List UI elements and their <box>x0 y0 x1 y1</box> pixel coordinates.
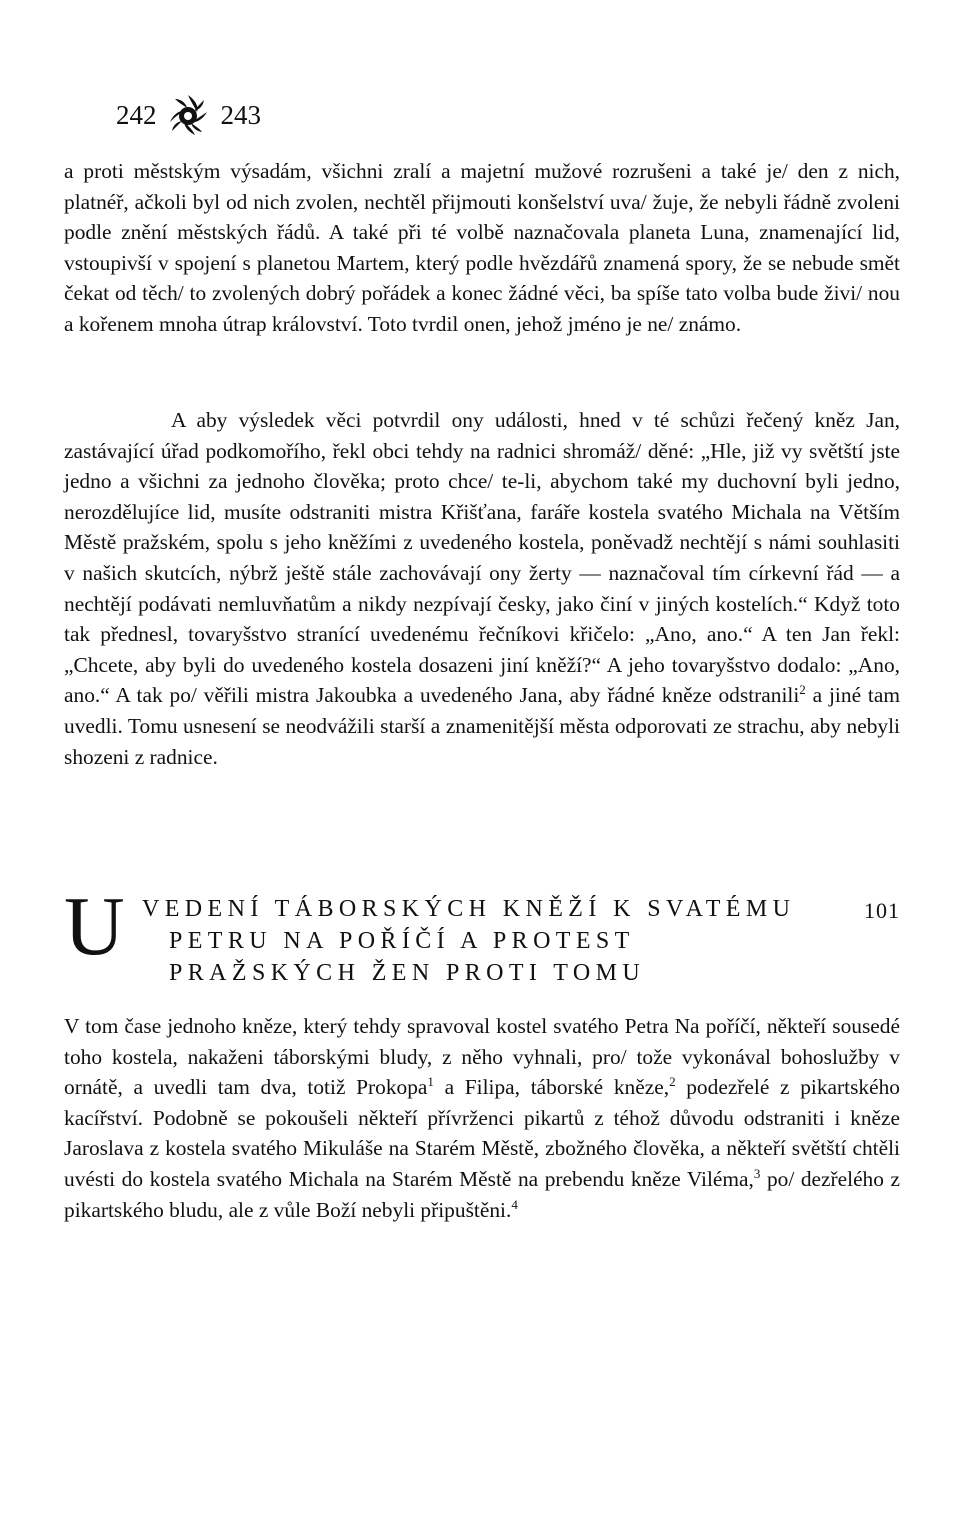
footnote-ref: 2 <box>799 682 806 698</box>
paragraph-third-text-1: V tom čase jednoho kněze, který tehdy spravoval kostel svatého Petra Na poříčí, někteří sousedé toho kostela, nakaženi táborskými bludy, z něho vyhnali, pro/ tože vykonával bohoslužby v ornátě, a uvedli tam dva, totiž Prokopa <box>64 1014 900 1100</box>
page-header <box>116 92 261 138</box>
left-page-number: 242 <box>116 99 157 130</box>
section-title <box>142 893 795 989</box>
paragraph-third-text-2: a Filipa, táborské kněze, <box>433 1075 670 1100</box>
section-title-line-3: PRAŽSKÝCH ŽEN PROTI TOMU <box>169 960 646 986</box>
drop-cap: U <box>64 880 125 973</box>
paragraph-second-text-b: a jiné tam uvedli. Tomu usnesení se neodvážili starší a znamenitější města odporovati ze strachu, aby nebyli shozeni z radnice. <box>64 683 900 769</box>
paragraph-third-text-3: podezřelé z pikartského kacířství. Podobně se pokoušeli někteří přívrženci pikartů z téhož důvodu odstraniti i kněze Jaroslava z kostela svatého Mikuláše na Starém Městě, zbožného člověka, a někteří světští chtěli uvésti do kostela svatého Michala na Starém Městě na prebendu kněze Viléma, <box>64 1075 901 1191</box>
paragraph-second-text-a: A aby výsledek věci potvrdil ony události, hned v té schůzi řečený kněz Jan, zastávající úřad podkomořího, řekl obci tehdy na radnici shromáž/ děné: „Hle, již vy světští jste jedno a všichni za jednoho člověka; proto chce/ te-li, abychom také my duchovní byli jedno, nerozdělujíce lid, musíte odstraniti mistra Křišťana, faráře kostela svatého Michala na Větším Městě pražském, spolu s jeho kněžími z uvedeného kostela, poněvadž nechtějí s námi souhlasiti v našich skutcích, nýbrž ještě stále zachovávají ony žerty — naznačoval tím církevní řád — a nechtějí podávati nemluvňatům a nikdy nezpívají česky, jako činí v jiných kostelích.“ Když toto tak přednesl, tovaryšstvo stranící uvedenému řečníkovi křičelo: „Ano, ano.“ A ten Jan řekl: „Chcete, aby byli do uvedeného kostela dosazeni jiní kněží?“ A jeho tovaryšstvo dodalo: „Ano, ano.“ A tak po/ věřili mistra Jakoubka a uvedeného Jana, aby řádné kněze odstranili <box>64 408 900 708</box>
footnote-ref: 2 <box>669 1074 676 1090</box>
paragraph-third-text-4: po/ dezřelého z pikartského bludu, ale z vůle Boží nebyli připuštěni. <box>64 1166 900 1222</box>
footnote-ref: 1 <box>427 1074 434 1090</box>
section-title-line-2: PETRU NA POŘÍČÍ A PROTEST <box>169 928 635 954</box>
footnote-ref: 4 <box>511 1196 518 1212</box>
paragraph-third <box>64 1011 900 1225</box>
section-title-line-1: VEDENÍ TÁBORSKÝCH KNĚŽÍ K SVATÉMU <box>142 896 796 922</box>
right-page-number: 243 <box>220 99 261 130</box>
paragraph-first: a proti městským výsadám, všichni zralí a majetní mužové rozrušeni a také je/ den z nich, platnéř, ačkoli byl od nich zvolen, nechtěl přijmouti konšelství uva/ žuje, že nebyli řádně zvoleni podle znění městských řádů. A také při té volbě naznačovala planeta Luna, znamenající lid, vstoupivší v spojení s planetou Martem, který podle hvězdářů znamená spory, že se nebude smět čekat od těch/ to zvolených dobrý pořádek a konec žádné věci, ba spíše tato volba bude živi/ nou a kořenem mnoha útrap království. Toto tvrdil onen, jehož jméno je ne/ známo. <box>64 159 900 336</box>
swirl-ornament-icon <box>165 92 211 138</box>
footnote-ref: 3 <box>753 1165 761 1181</box>
chapter-number: 101 <box>864 898 900 923</box>
paragraph-second <box>64 405 900 772</box>
section-heading <box>64 880 900 993</box>
